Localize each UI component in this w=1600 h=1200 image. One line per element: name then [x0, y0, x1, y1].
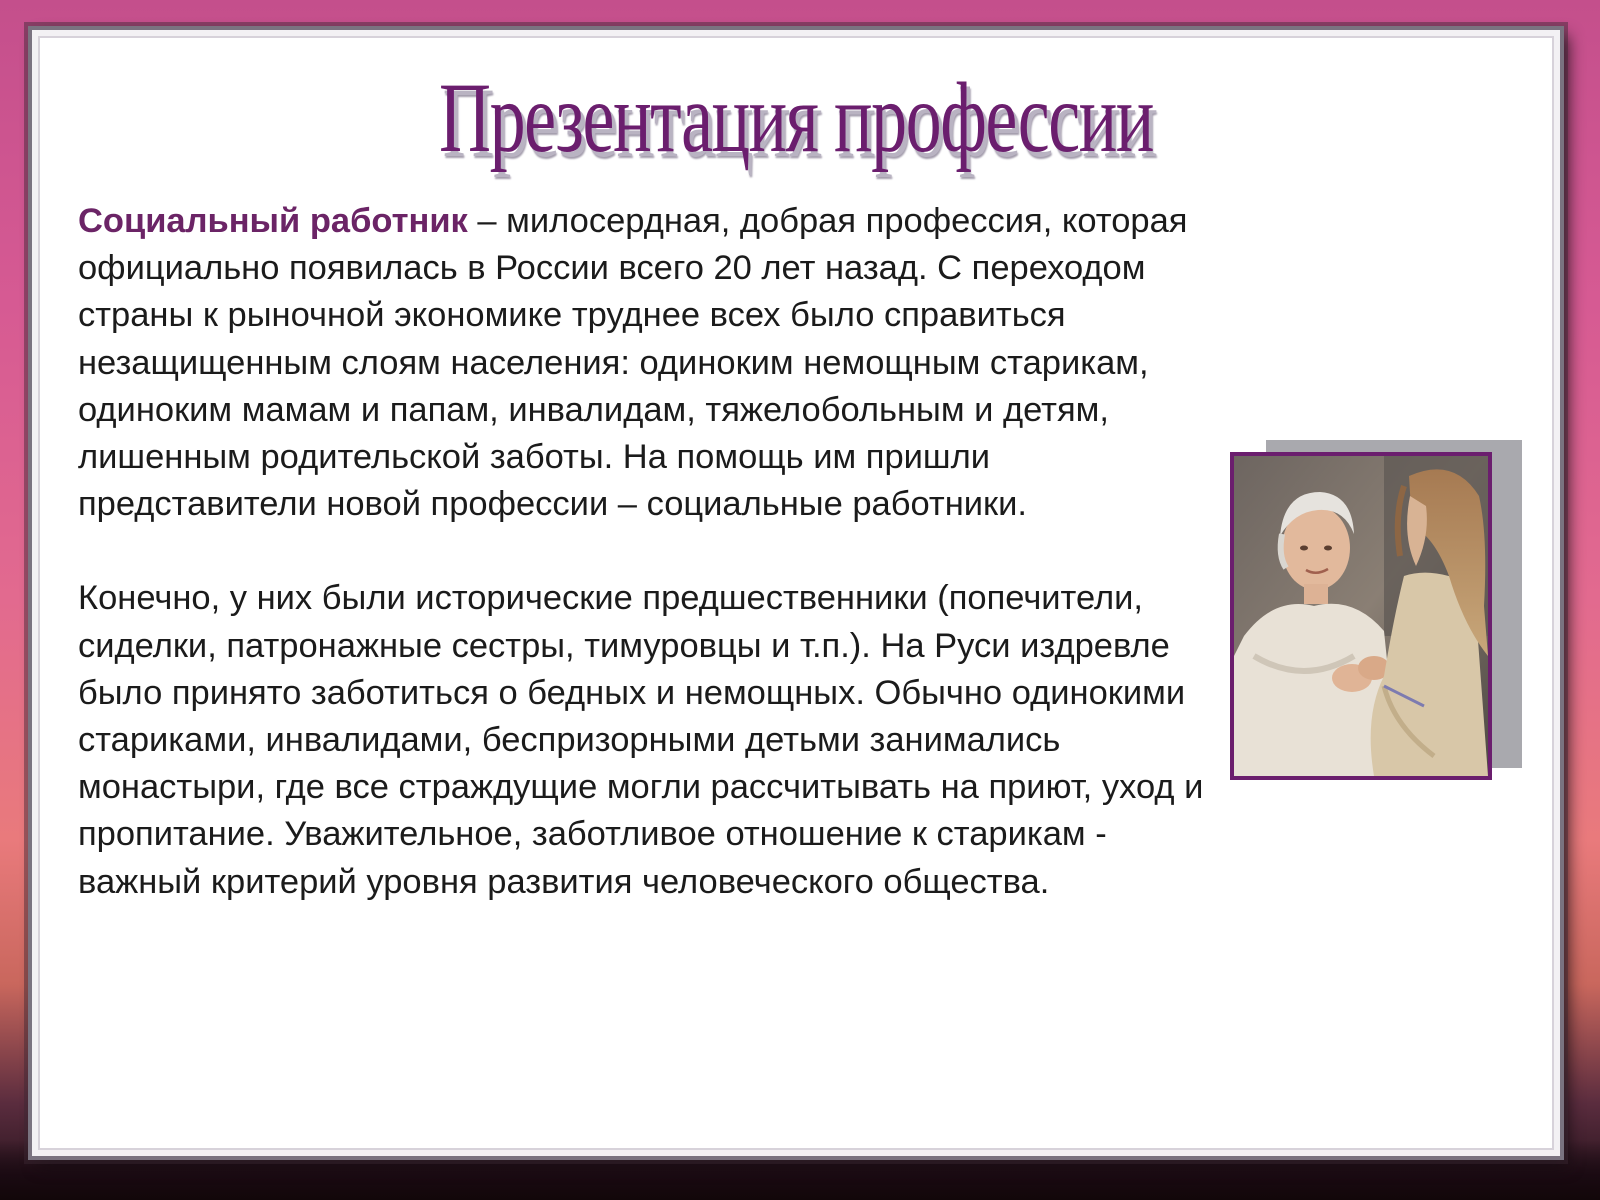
paragraph-1-text: – милосердная, добрая профессия, которая официально появилась в России всего 20 лет назад. С переходом страны к рыночной экономике труднее всех было справиться незащищенным слоям населения: одиноким немощным старикам, одиноким мамам и папам, инвалидам, тяжелобольным и детям, лишенным родительской заботы. На помощь им пришли представители новой профессии – социальные работники. — [78, 202, 1188, 524]
photo-illustration — [1234, 456, 1488, 776]
slide-title: Презентация профессии — [439, 62, 1153, 173]
paragraph-2: Конечно, у них были исторические предшественники (попечители, сиделки, патронажные сестры, тимуровцы и т.п.). На Руси издревле было принято заботиться о бедных и немощных. Обычно одинокими стариками, инвалидами, беспризорными детьми занимались монастыри, где все страждущие могли рассчитывать на приют, уход и пропитание. Уважительное, заботливое отношение к старикам - важный критерий уровня развития человеческого общества. — [78, 579, 1204, 901]
photo-elderly-woman-and-caregiver — [1230, 452, 1492, 780]
slide-body — [78, 198, 1228, 906]
paragraph-1 — [78, 198, 1228, 528]
slide — [32, 30, 1560, 1156]
term-social-worker: Социальный работник — [78, 202, 468, 240]
paragraph-spacer — [78, 528, 1228, 575]
